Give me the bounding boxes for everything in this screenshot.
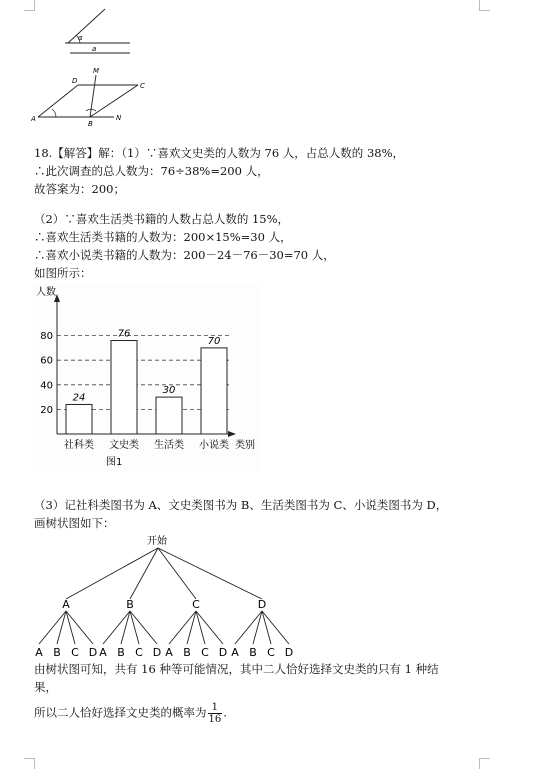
probability-fraction [208, 702, 223, 725]
crop-mark-top-right [479, 0, 490, 11]
y-tick-label-40: 40 [40, 380, 53, 392]
conclusion-line2: 果， [34, 680, 57, 694]
tree-leaf-C-B: B [183, 646, 191, 659]
y-tick-label-60: 60 [40, 355, 53, 367]
tree-leaf-A-D: D [88, 646, 98, 659]
y-tick-label-20: 20 [40, 404, 53, 416]
bar-小说类 [201, 348, 227, 434]
part1-line1: 18.【解答】解：（1）∵喜欢文史类的人数为 76 人，占总人数的 38%， [34, 146, 405, 160]
part2-line2: ∴喜欢生活类书籍的人数为：200×15%=30 人， [34, 230, 292, 244]
y-tick-label-80: 80 [40, 331, 53, 343]
line-AD [38, 85, 78, 117]
part1-line2: ∴此次调查的总人数为：76÷38%=200 人， [34, 164, 269, 178]
y-axis-label: 人数 [36, 287, 56, 298]
part2-line4: 如图所示： [34, 266, 92, 280]
tree-node-C: C [192, 598, 200, 611]
conclusion-prefix: 所以二人恰好选择文史类的概率为 [34, 705, 207, 720]
tree-leaf-D-A: A [231, 646, 239, 659]
geometry-figure [30, 5, 160, 130]
tree-leaf-B-D: D [152, 646, 162, 659]
data-label-社科类: 24 [72, 392, 86, 404]
arc-A [52, 109, 56, 117]
category-label-生活类: 生活类 [154, 440, 184, 451]
tree-leaf-B-C: C [135, 646, 143, 659]
bar-生活类 [156, 397, 182, 434]
tree-root: 开始 [147, 536, 167, 547]
label-C: C [140, 82, 145, 90]
segment-label-a: a [92, 45, 97, 53]
bar-chart [32, 284, 260, 472]
tree-node-D: D [257, 598, 267, 611]
tree-leaf-A-A: A [35, 646, 43, 659]
fraction-numerator: 1 [208, 702, 223, 714]
label-A: A [31, 115, 36, 123]
tree-leaf-D-C: C [267, 646, 275, 659]
part2-line1: （2）∵喜欢生活类书籍的人数占总人数的 15%， [34, 212, 290, 226]
data-label-文史类: 76 [117, 328, 131, 340]
conclusion-suffix: . [223, 705, 227, 720]
label-B: B [88, 120, 93, 128]
tree-leaf-C-D: D [218, 646, 228, 659]
tree-leaf-A-C: C [71, 646, 79, 659]
tree-diagram [30, 532, 300, 660]
data-label-生活类: 30 [162, 385, 176, 397]
label-D: D [72, 77, 78, 85]
part3-line2: 画树状图如下： [34, 516, 115, 530]
part3-line1: （3）记社科类图书为 A、文史类图书为 B、生活类图书为 C、小说类图书为 D， [34, 498, 448, 512]
data-label-小说类: 70 [207, 335, 221, 347]
ray-line [68, 9, 105, 43]
tree-leaf-C-C: C [201, 646, 209, 659]
part2-line3: ∴喜欢小说类书籍的人数为：200－24－76－30=70 人， [34, 248, 335, 262]
category-label-文史类: 文史类 [109, 440, 139, 451]
part1-line3: 故答案为：200； [34, 182, 125, 196]
tree-leaf-D-D: D [284, 646, 294, 659]
crop-mark-bottom-left [24, 758, 35, 769]
x-axis-label: 类别 [235, 440, 255, 451]
fraction-denominator: 16 [208, 714, 222, 725]
tree-node-B: B [126, 598, 134, 611]
tree-leaf-B-B: B [117, 646, 125, 659]
tree-leaf-D-B: B [249, 646, 257, 659]
tree-leaf-C-A: A [165, 646, 173, 659]
crop-mark-bottom-right [479, 758, 490, 769]
chart-caption: 图1 [106, 457, 123, 468]
tree-leaf-B-A: A [99, 646, 107, 659]
line-BC [90, 85, 138, 117]
category-label-社科类: 社科类 [64, 440, 94, 451]
bar-社科类 [66, 404, 92, 434]
label-M: M [93, 67, 100, 75]
tree-leaf-A-B: B [53, 646, 61, 659]
bar-文史类 [111, 341, 137, 434]
angle-label: α [78, 34, 83, 42]
label-N: N [116, 114, 122, 122]
conclusion-line1: 由树状图可知，共有 16 种等可能情况，其中二人恰好选择文史类的只有 1 种结 [34, 662, 439, 676]
category-label-小说类: 小说类 [199, 440, 229, 451]
tree-node-A: A [62, 598, 70, 611]
conclusion-line3 [34, 702, 227, 725]
